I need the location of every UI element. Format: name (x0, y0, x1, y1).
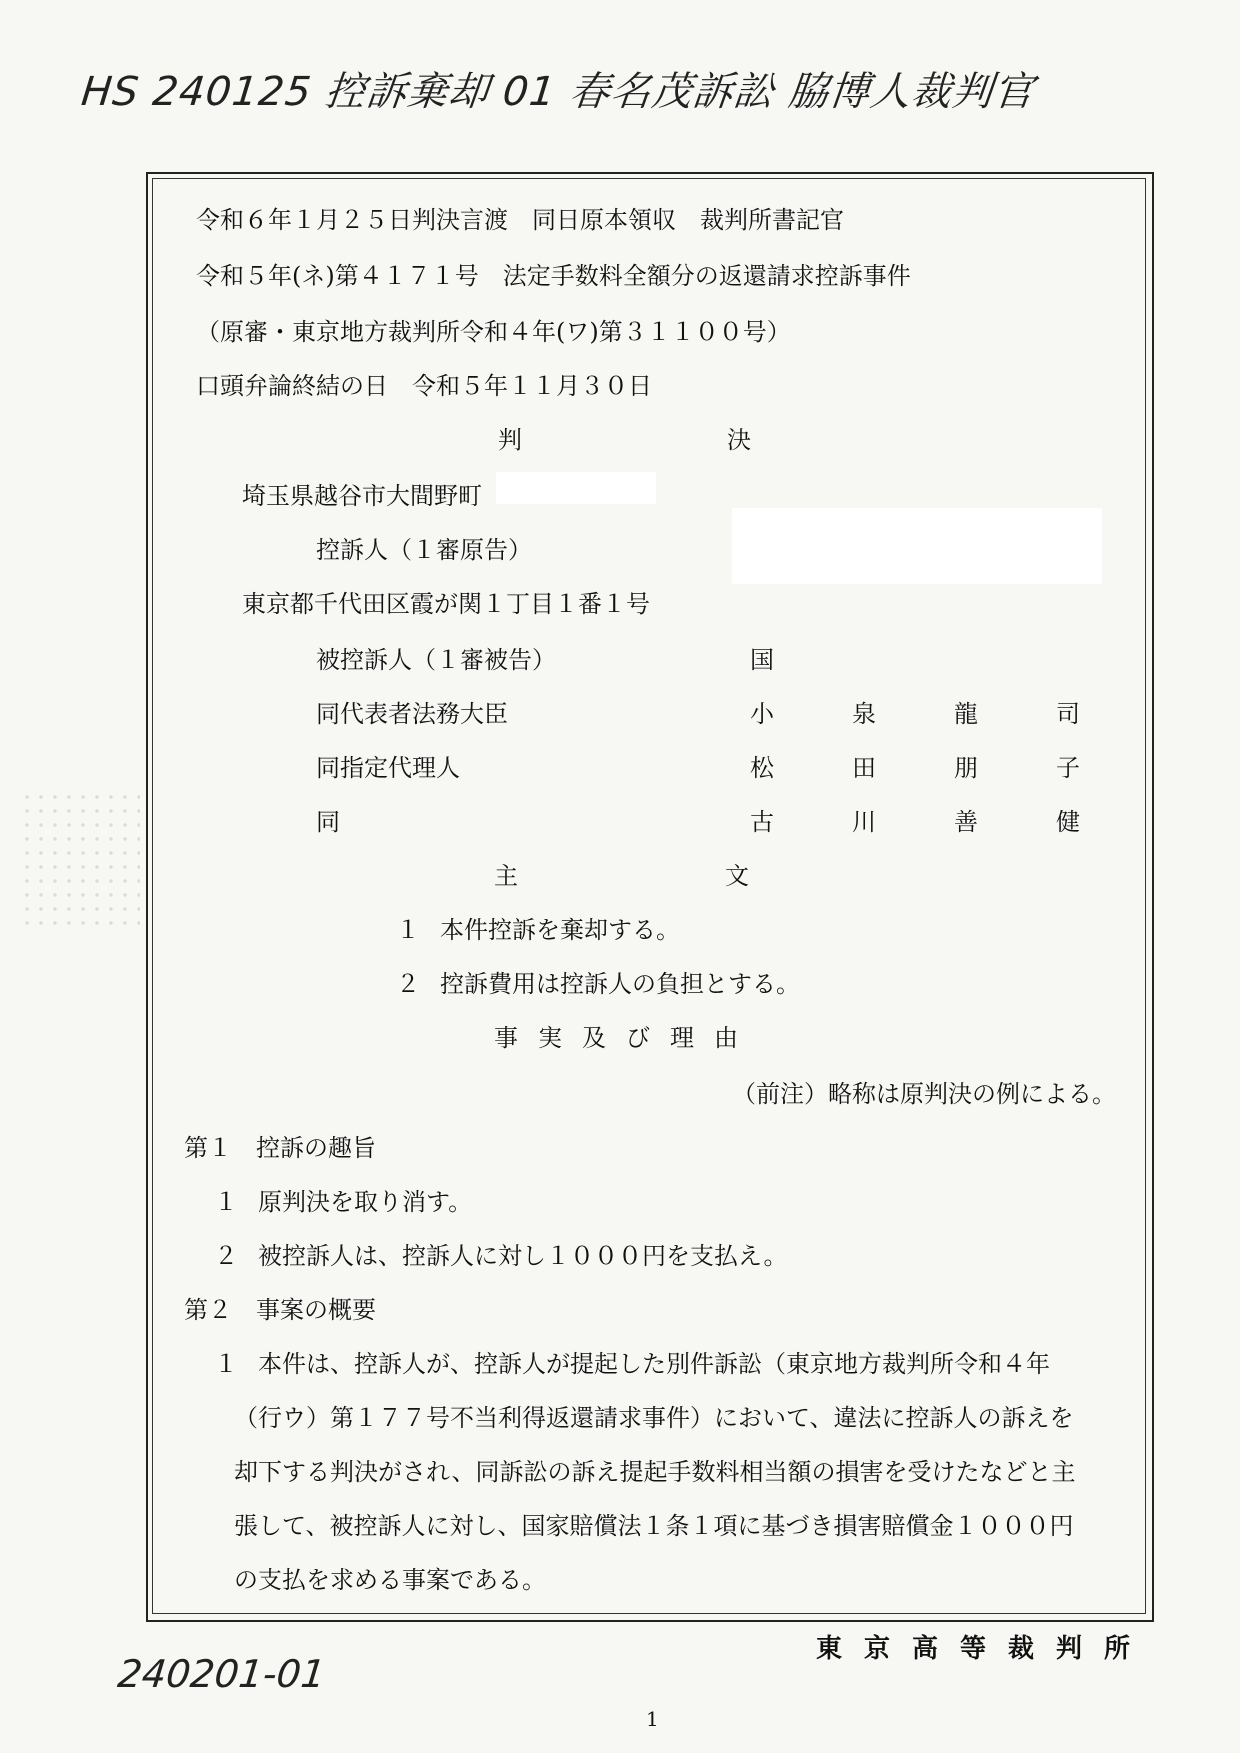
section2-paragraph-line: （行ウ）第１７７号不当利得返還請求事件）において、違法に控訴人の訴えを (234, 1404, 1074, 1432)
representative-role: 同代表者法務大臣 (316, 700, 508, 728)
judgment-heading-right: 決 (727, 426, 751, 454)
section1-item-text: 原判決を取り消す。 (258, 1188, 473, 1216)
section2-paragraph-line: 本件は、控訴人が、控訴人が提起した別件訴訟（東京地方裁判所令和４年 (258, 1350, 1050, 1378)
page-number: 1 (646, 1707, 659, 1731)
agent-name-char: 子 (1056, 754, 1080, 782)
main-item-text: 本件控訴を棄却する。 (440, 916, 680, 944)
main-text-heading-right: 文 (725, 862, 749, 890)
rep-name-char: 小 (750, 700, 774, 728)
main-item-number: １ (396, 916, 420, 944)
pronouncement-line: 令和６年１月２５日判決言渡 同日原本領収 裁判所書記官 (196, 206, 844, 234)
agent-name-char: 松 (750, 754, 774, 782)
section1-item-number: ２ (214, 1242, 238, 1270)
agent2-name-char: 健 (1056, 808, 1080, 836)
rep-name-char: 龍 (954, 700, 978, 728)
rep-name-char: 司 (1056, 700, 1080, 728)
agent2-name-char: 川 (852, 808, 876, 836)
reasons-heading: 事実及び理由 (494, 1024, 758, 1052)
agent-name-char: 田 (852, 754, 876, 782)
main-item-text: 控訴費用は控訴人の負担とする。 (440, 970, 800, 998)
main-text-heading-left: 主 (494, 862, 518, 890)
appellant-role: 控訴人（１審原告） (316, 536, 532, 564)
judgment-heading-left: 判 (498, 426, 522, 454)
handwritten-case-note: HS 240125 控訴棄却 01 春名茂訴訟 脇博人裁判官 (79, 69, 1037, 115)
appellant-address: 埼玉県越谷市大間野町 (242, 482, 482, 510)
abbreviation-note: （前注）略称は原判決の例による。 (732, 1080, 1116, 1108)
agent2-name-char: 古 (750, 808, 774, 836)
redaction-address (496, 472, 656, 504)
section1-title: 第１ 控訴の趣旨 (184, 1134, 376, 1162)
court-name: 東京高等裁判所 (815, 1634, 1152, 1664)
case-number-line: 令和５年(ネ)第４１７１号 法定手数料全額分の返還請求控訴事件 (196, 262, 911, 290)
section2-paragraph-line: の支払を求める事案である。 (234, 1566, 546, 1594)
handwritten-file-number: 240201-01 (115, 1652, 328, 1696)
rep-name-char: 泉 (852, 700, 876, 728)
section2-title: 第２ 事案の概要 (184, 1296, 376, 1324)
original-case-line: （原審・東京地方裁判所令和４年(ワ)第３１１００号） (196, 318, 791, 346)
appellee-name: 国 (750, 646, 774, 674)
oral-argument-end-line: 口頭弁論終結の日 令和５年１１月３０日 (196, 372, 652, 400)
section1-item-number: １ (214, 1188, 238, 1216)
paper-speckle (20, 790, 140, 930)
main-item-number: ２ (396, 970, 420, 998)
redaction-appellant-name (732, 508, 1102, 584)
appellee-address: 東京都千代田区霞が関１丁目１番１号 (242, 590, 650, 618)
agent2-name-char: 善 (954, 808, 978, 836)
agent-name-char: 朋 (954, 754, 978, 782)
section2-item-number: １ (214, 1350, 238, 1378)
agent-role: 同指定代理人 (316, 754, 460, 782)
section1-item-text: 被控訴人は、控訴人に対し１０００円を支払え。 (258, 1242, 788, 1270)
section2-paragraph-line: 却下する判決がされ、同訴訟の訴え提起手数料相当額の損害を受けたなどと主 (234, 1458, 1076, 1486)
appellee-role: 被控訴人（１審被告） (316, 646, 556, 674)
agent2-role: 同 (316, 808, 340, 836)
section2-paragraph-line: 張して、被控訴人に対し、国家賠償法１条１項に基づき損害賠償金１０００円 (234, 1512, 1074, 1540)
